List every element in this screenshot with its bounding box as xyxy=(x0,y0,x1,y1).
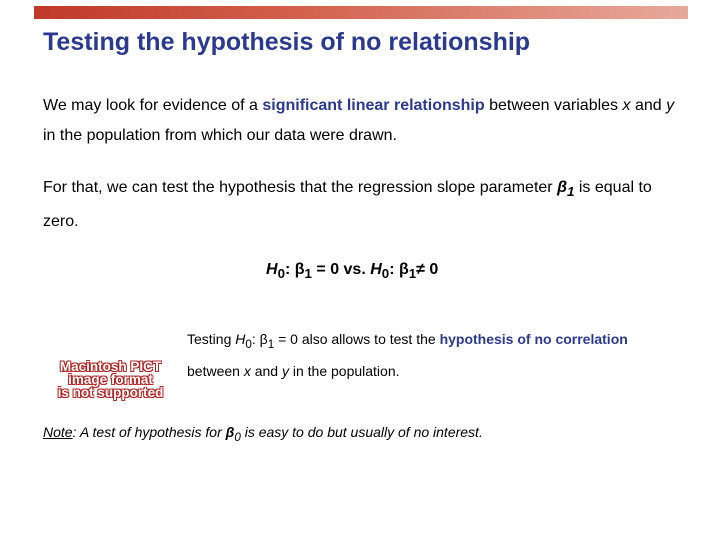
paragraph-correlation: Testing $H_0$: $\beta_1 = 0$ also allows to test the hypothesis of no correlation between x and y in the population. xyxy=(187,331,628,379)
unsupported-image-placeholder: Macintosh PICT image format is not supported xyxy=(57,359,164,400)
hypothesis-statement: $H_0$: $\beta_1 = 0$ vs. $H_0$: $\beta_1\ne 0$ xyxy=(266,261,439,282)
slide-title: Testing the hypothesis of no relationship xyxy=(43,28,531,56)
title-accent-bar xyxy=(34,6,688,19)
footnote: Note: A test of hypothesis for $\beta_0$ is easy to do but usually of no interest. xyxy=(43,424,483,444)
highlight-significant-relationship: significant linear relationship xyxy=(262,97,485,114)
highlight-no-correlation: hypothesis of no correlation xyxy=(439,331,628,347)
paragraph-slope-test: For that, we can test the hypothesis that the regression slope parameter $\beta_1$ is equal to zero. xyxy=(43,179,652,231)
paragraph-evidence: We may look for evidence of a significant linear relationship between variables x and y in the population from which our data were drawn. xyxy=(43,97,675,144)
